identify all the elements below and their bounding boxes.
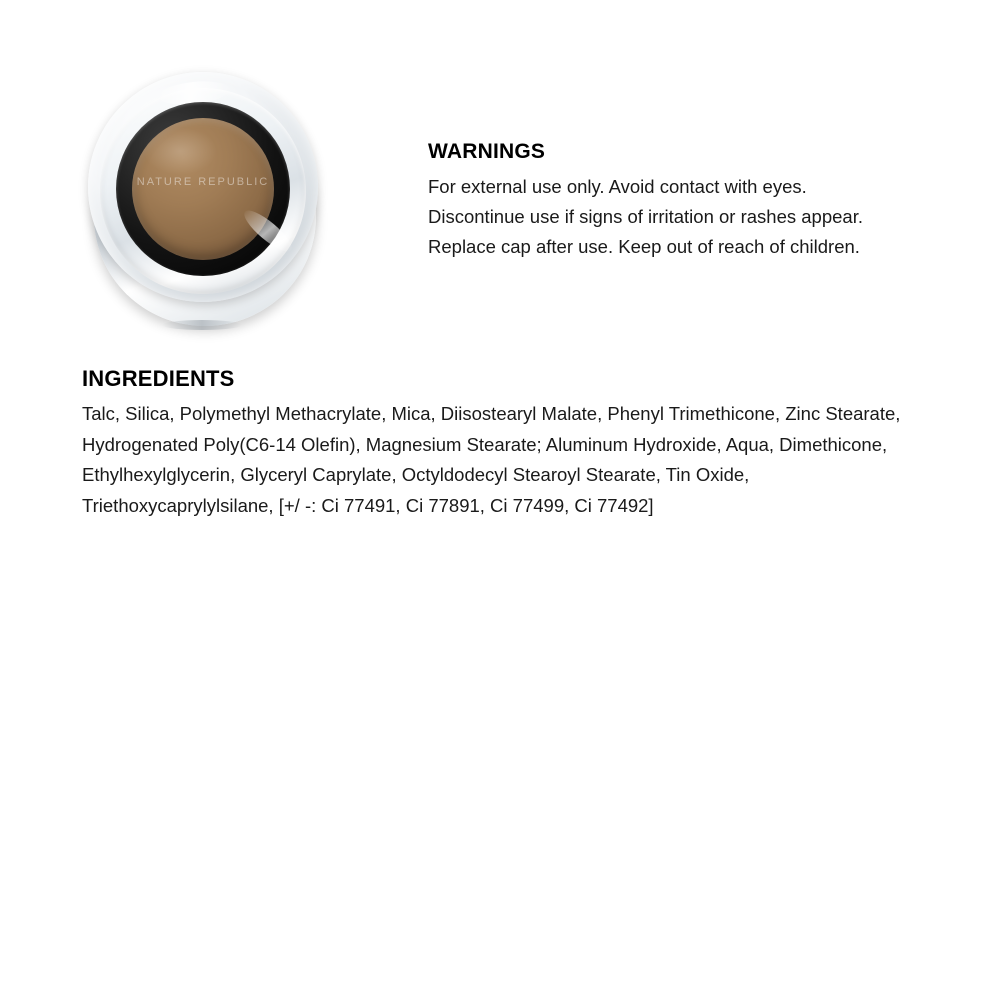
ingredients-heading: INGREDIENTS bbox=[82, 366, 235, 391]
warnings-heading: WARNINGS bbox=[428, 140, 546, 163]
warnings-line-3: Replace cap after use. Keep out of reach of children. bbox=[428, 236, 860, 257]
warnings-section bbox=[428, 140, 968, 262]
ingredients-section bbox=[82, 366, 922, 521]
warnings-line-1: For external use only. Avoid contact with eyes. bbox=[428, 176, 807, 197]
ingredients-list: Talc, Silica, Polymethyl Methacrylate, Mica, Diisostearyl Malate, Phenyl Trimethicone, Zinc Stearate, Hydrogenated Poly(C6-14 Olefin), Magnesium Stearate; Aluminum Hydroxide, Aqua, Dimethicone, Ethylhexylglycerin, Glyceryl Caprylate, Octyldodecyl Stearoyl Stearate, Tin Oxide, Triethoxycaprylylsilane, [+/ -: Ci 77491, Ci 77891, Ci 77499, Ci 77492] bbox=[82, 403, 901, 516]
product-image bbox=[88, 72, 318, 302]
brand-engraving-label: NATURE REPUBLIC bbox=[136, 176, 270, 188]
warnings-line-2: Discontinue use if signs of irritation or rashes appear. bbox=[428, 206, 863, 227]
case-engraving-mark bbox=[162, 320, 242, 330]
eyeshadow-pan bbox=[132, 118, 274, 260]
